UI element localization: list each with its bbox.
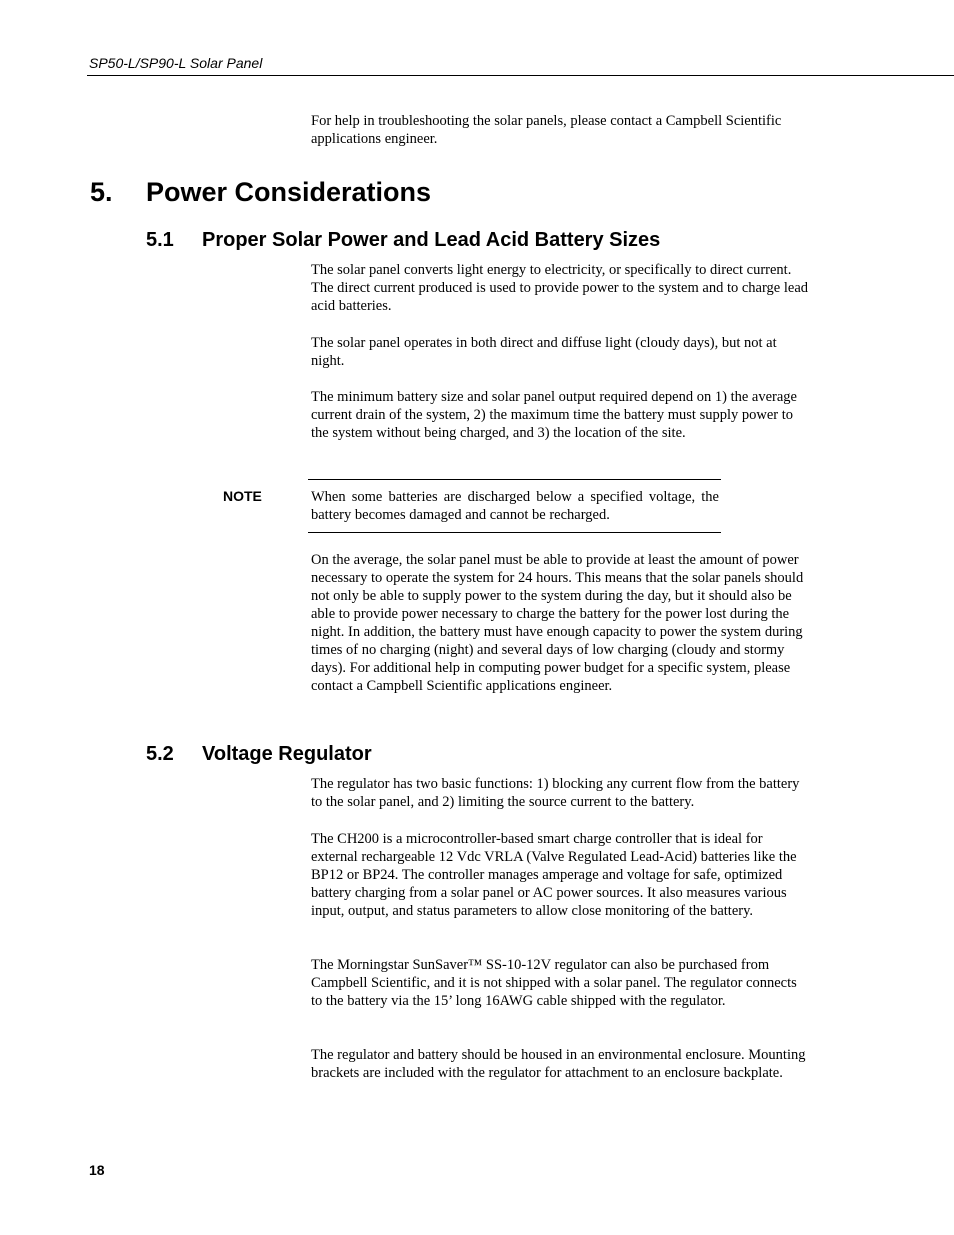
section-5-1-paragraph-after-note: On the average, the solar panel must be able to provide at least the amount of power necessary to operate the system for 24 hours. This means that the solar panels should not only be able to supply power to the system during the day, but it should also be able to provide power necessary to charge the battery for the power lost during the night. In addition, the battery must have enough capacity to power the system during times of no charging (night) and several days of low charging (cloudy and stormy days). For additional help in computing power budget for a specific system, please contact a Campbell Scientific applications engineer. [311,552,804,694]
section-5-2-paragraph-4: The regulator and battery should be housed in an environmental enclosure. Mounting brackets are included with the regulator for attachment to an enclosure backplate. [311,1047,806,1081]
note-label: NOTE [223,488,262,504]
section-5-1-paragraph-3: The minimum battery size and solar panel output required depend on 1) the average current drain of the system, 2) the maximum time the battery must supply power to the system without being charged, and 3) the location of the site. [311,389,797,441]
header-rule [87,75,954,76]
section-5-1-paragraph-1: The solar panel converts light energy to electricity, or specifically to direct current. The direct current produced is used to provide power to the system and to charge lead acid batteries. [311,262,809,314]
section-5-2-number: 5.2 [146,743,174,765]
section-5-1-title: Proper Solar Power and Lead Acid Battery Sizes [202,229,661,251]
section-5-2-title: Voltage Regulator [202,743,372,765]
page-number: 18 [89,1162,105,1178]
section-5-2-paragraph-2: The CH200 is a microcontroller-based smart charge controller that is ideal for external rechargeable 12 Vdc VRLA (Valve Regulated Lead-Acid) batteries like the BP12 or BP24. The controller manages amperage and voltage for safe, optimized battery charging from a solar panel or AC power sources. It also measures various input, output, and status parameters to allow close monitoring of the battery. [311,831,797,919]
note-top-rule [308,479,721,480]
section-5-heading [90,174,431,210]
section-5-1-number: 5.1 [146,229,174,251]
intro-paragraph: For help in troubleshooting the solar panels, please contact a Campbell Scientific applications engineer. [311,113,782,147]
section-5-2-paragraph-3: The Morningstar SunSaver™ SS-10-12V regulator can also be purchased from Campbell Scientific, and it is not shipped with a solar panel. The regulator connects to the battery via the 15’ long 16AWG cable shipped with the regulator. [311,957,797,1009]
section-5-title: Power Considerations [146,177,432,207]
running-header: SP50-L/SP90-L Solar Panel [89,55,263,71]
section-5-2-paragraph-1: The regulator has two basic functions: 1) blocking any current flow from the battery to the solar panel, and 2) limiting the source current to the battery. [311,776,800,810]
section-5-1-heading [146,227,660,253]
section-5-1-paragraph-2: The solar panel operates in both direct and diffuse light (cloudy days), but not at night. [311,335,777,369]
note-bottom-rule [308,532,721,533]
note-text: When some batteries are discharged below a specified voltage, the battery becomes damaged and cannot be recharged. [311,489,719,523]
section-5-number: 5. [90,177,113,207]
section-5-2-heading [146,741,372,767]
